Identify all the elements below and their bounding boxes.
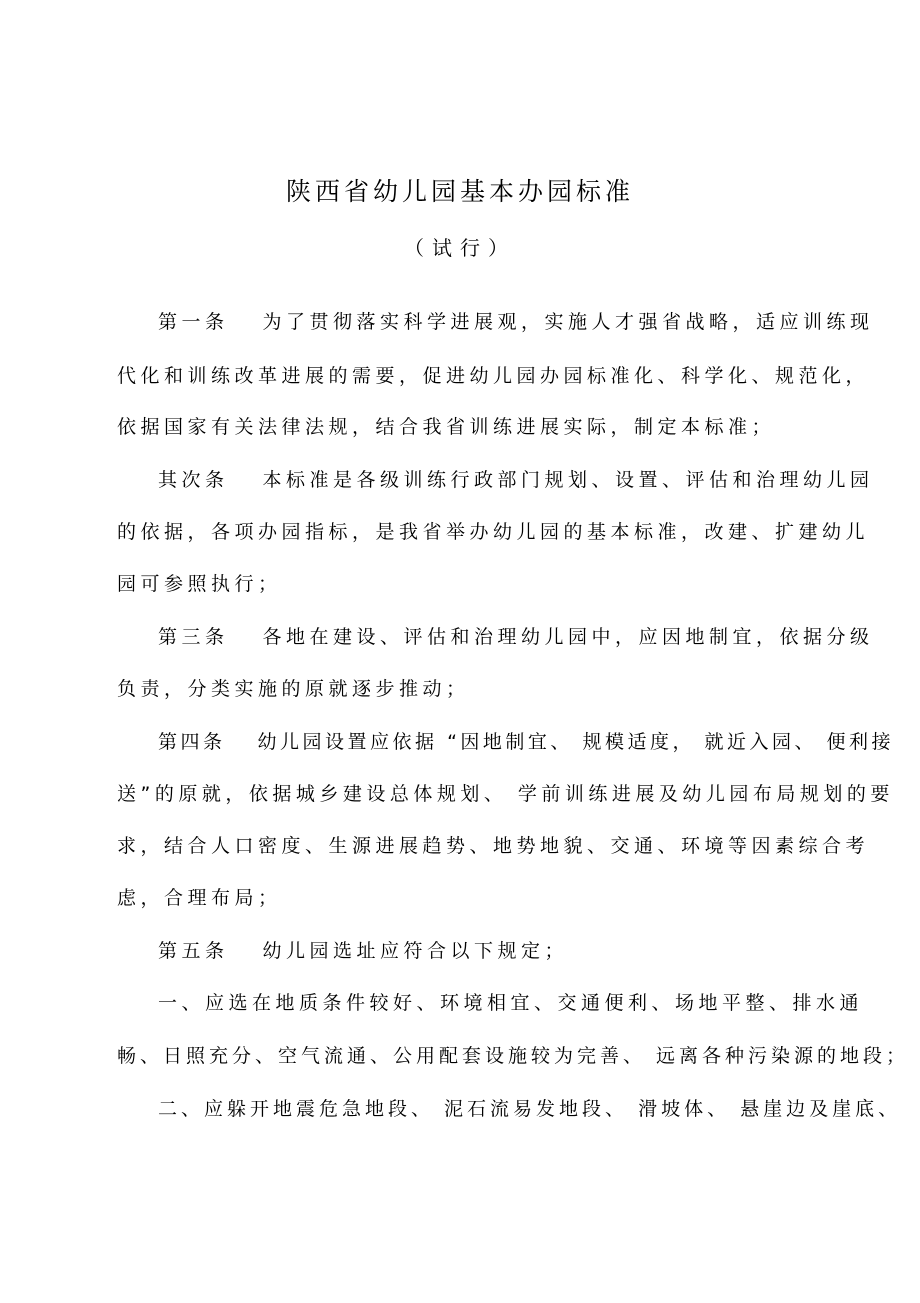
paragraph-line: 其次条 本标准是各级训练行政部门规划、设置、评估和治理幼儿园 bbox=[158, 469, 874, 491]
paragraph-line: 畅、日照充分、空气流通、公用配套设施较为完善、 远离各种污染源的地段； bbox=[117, 1045, 910, 1067]
document-subtitle: （试行） bbox=[404, 236, 516, 260]
paragraph-line: 代化和训练改革进展的需要，促进幼儿园办园标准化、科学化、规范化， bbox=[117, 365, 870, 387]
paragraph-line: 的依据，各项办园指标，是我省举办幼儿园的基本标准，改建、扩建幼儿 bbox=[117, 521, 870, 543]
paragraph-line: 第一条 为了贯彻落实科学进展观，实施人才强省战略，适应训练现 bbox=[158, 311, 874, 333]
paragraph-line: 第三条 各地在建设、评估和治理幼儿园中，应因地制宜，依据分级 bbox=[158, 626, 874, 648]
document-title: 陕西省幼儿园基本办园标准 bbox=[285, 177, 634, 206]
paragraph-line: 虑，合理布局； bbox=[117, 887, 282, 909]
paragraph-line: 第五条 幼儿园选址应符合以下规定； bbox=[158, 940, 569, 962]
paragraph-line: 送”的原就，依据城乡建设总体规划、 学前训练进展及幼儿园布局规划的要 bbox=[117, 783, 894, 805]
paragraph-line: 求，结合人口密度、生源进展趋势、地势地貌、交通、环境等因素综合考 bbox=[117, 835, 870, 857]
paragraph-line: 负责，分类实施的原就逐步推动； bbox=[117, 678, 470, 700]
paragraph-line: 依据国家有关法律法规，结合我省训练进展实际，制定本标准； bbox=[117, 416, 776, 438]
paragraph-line: 一、应选在地质条件较好、环境相宜、交通便利、场地平整、排水通 bbox=[158, 992, 864, 1014]
paragraph-line: 二、应躲开地震危急地段、 泥石流易发地段、 滑坡体、 悬崖边及崖底、 bbox=[158, 1098, 902, 1120]
paragraph-line: 第四条 幼儿园设置应依据 “因地制宜、 规模适度， 就近入园、 便利接 bbox=[158, 731, 895, 753]
paragraph-line: 园可参照执行； bbox=[117, 573, 282, 595]
